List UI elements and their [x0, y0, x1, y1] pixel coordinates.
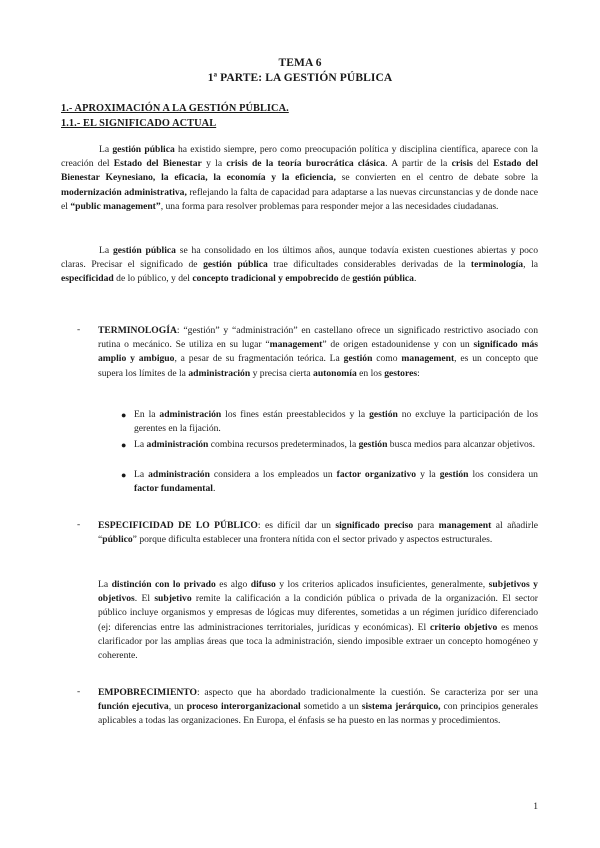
- bold-term: factor fundamental: [134, 483, 213, 495]
- list-dash: -: [77, 686, 81, 697]
- bold-term: administración: [146, 439, 209, 450]
- bold-term: subjetivos y objetivos: [98, 579, 538, 605]
- bold-term: “public management”: [70, 200, 161, 212]
- bullet-item: En la administración los fines están preestablecidos y la gestión no excluye la participación de los gerentes en la fijación.: [134, 409, 538, 435]
- bold-term: TERMINOLOGÍA: [98, 325, 177, 336]
- item-terminologia: TERMINOLOGÍA: “gestión” y “administración” en castellano ofrece un significado restrictivo asociado con rutina o mecánico. Se utiliza en su lugar “management” de origen estadounidense y con un significado más amplio y ambiguo, a pesar de su fragmentación teórica. La gestión como management, es un concepto que supera los límites de la administración y precisa cierta autonomía en los gestores:: [98, 325, 539, 379]
- bold-term: gestión pública: [352, 273, 414, 285]
- bold-term: terminología: [470, 259, 524, 271]
- bold-term: management: [438, 520, 492, 531]
- paragraph-distincion: La distinción con lo privado es algo difuso y los criterios aplicados insuficientes, generalmente, subjetivos y objetivos. El subjetivo remite la calificación a la condición pública o privada de la organización. El sector público incluye organismos y empresas de lógicas muy diferentes, sometidas a un régimen jurídico diferenciado (ej: diferencias entre las administraciones territoriales, jurídicas y económicas). El criterio objetivo es menos clarificador por las amplias áreas que toca la administración, siendo imposible extraer un concepto homogéneo y coherente.: [98, 579, 538, 662]
- bold-term: especificidad: [61, 273, 114, 285]
- bullet-item: La administración combina recursos predeterminados, la gestión busca medios para alcanzar objetivos.: [134, 439, 535, 450]
- paragraph-consolidation: La gestión pública se ha consolidado en los últimos años, aunque todavía existen cuestiones abiertas y poco claras. Precisar el significado de gestión pública trae dificultades considerables derivadas de la terminología, la especificidad de lo público, y del concepto tradicional y empobrecido de gestión pública.: [61, 245, 538, 285]
- bold-term: administración: [159, 409, 222, 420]
- bold-term: crisis de la teoría burocrática clásica: [226, 158, 386, 170]
- bold-term: público: [102, 534, 133, 546]
- bullet-marker: ●: [121, 410, 127, 420]
- bold-term: proceso interorganizacional: [186, 701, 301, 713]
- bold-term: gestión pública: [112, 144, 175, 155]
- bullet-marker: ●: [121, 470, 127, 480]
- bold-term: gestión: [358, 439, 388, 450]
- part-title: 1ª PARTE: LA GESTIÓN PÚBLICA: [207, 72, 393, 84]
- bold-term: modernización administrativa,: [61, 186, 187, 198]
- bold-term: significado más amplio y ambiguo: [98, 339, 539, 365]
- bold-term: gestión: [343, 353, 373, 365]
- bold-term: función ejecutiva: [98, 701, 169, 713]
- paragraph-intro: La gestión pública ha existido siempre, pero como preocupación política y disciplina científica, aparece con la creación del Estado del Bienestar y la crisis de la teoría burocrática clásica. A partir de la crisis del Estado del Bienestar Keynesiano, la eficacia, la economía y la eficiencia, se convierten en el centro de debate sobre la modernización administrativa, reflejando la falta de capacidad para adaptarse a las nuevas circunstancias y de donde nace el “public management”, una forma para resolver problemas para responder mejor a las necesidades ciudadanas.: [61, 144, 538, 212]
- bold-term: Estado del Bienestar: [113, 158, 202, 170]
- subsection-heading: 1.1.- EL SIGNIFICADO ACTUAL: [61, 118, 217, 129]
- bold-term: Estado del Bienestar Keynesiano, la eficacia, la economía y la eficiencia,: [61, 158, 538, 184]
- bold-term: criterio objetivo: [430, 621, 498, 633]
- bold-term: sistema jerárquico,: [361, 701, 441, 713]
- item-empobrecimiento: EMPOBRECIMIENTO: aspecto que ha abordado tradicionalmente la cuestión. Se caracteriza por ser una función ejecutiva, un proceso interorganizacional sometido a un sistema jerárquico, con principios generales aplicables a todas las organizaciones. En Europa, el énfasis se ha puesto en las normas y procedimientos.: [98, 687, 538, 727]
- bold-term: significado preciso: [335, 520, 414, 531]
- list-dash: -: [77, 519, 81, 530]
- bold-term: distinción con lo privado: [111, 579, 216, 590]
- section-heading: 1.- APROXIMACIÓN A LA GESTIÓN PÚBLICA.: [61, 103, 289, 114]
- bold-term: factor organizativo: [336, 469, 417, 480]
- bold-term: management: [401, 353, 455, 365]
- item-especificidad: ESPECIFICIDAD DE LO PÚBLICO: es difícil dar un significado preciso para management al añadirle “público” porque dificulta establecer una frontera nítida con el sector privado y aspectos estructurales.: [98, 520, 539, 546]
- bold-term: gestión pública: [112, 245, 176, 256]
- bullet-item: La administración considera a los empleados un factor organizativo y la gestión los considera un factor fundamental.: [134, 469, 538, 495]
- bold-term: difuso: [250, 579, 276, 590]
- topic-title: TEMA 6: [278, 57, 322, 69]
- bold-term: EMPOBRECIMIENTO: [98, 687, 197, 698]
- bold-term: gestión pública: [203, 259, 268, 271]
- bold-term: administración: [148, 469, 210, 480]
- bold-term: management: [269, 339, 323, 351]
- bold-term: subjetivo: [154, 593, 192, 605]
- bullet-marker: ●: [121, 440, 127, 450]
- bold-term: gestores: [384, 367, 418, 379]
- list-dash: -: [77, 324, 81, 335]
- bold-term: autonomía: [313, 367, 357, 379]
- page-number: 1: [533, 801, 538, 812]
- bold-term: administración: [188, 367, 251, 379]
- bold-term: concepto tradicional y empobrecido: [192, 273, 339, 285]
- bold-term: gestión: [369, 409, 398, 420]
- bold-term: ESPECIFICIDAD DE LO PÚBLICO: [98, 520, 258, 531]
- bold-term: gestión: [439, 469, 469, 480]
- bold-term: crisis: [451, 158, 473, 170]
